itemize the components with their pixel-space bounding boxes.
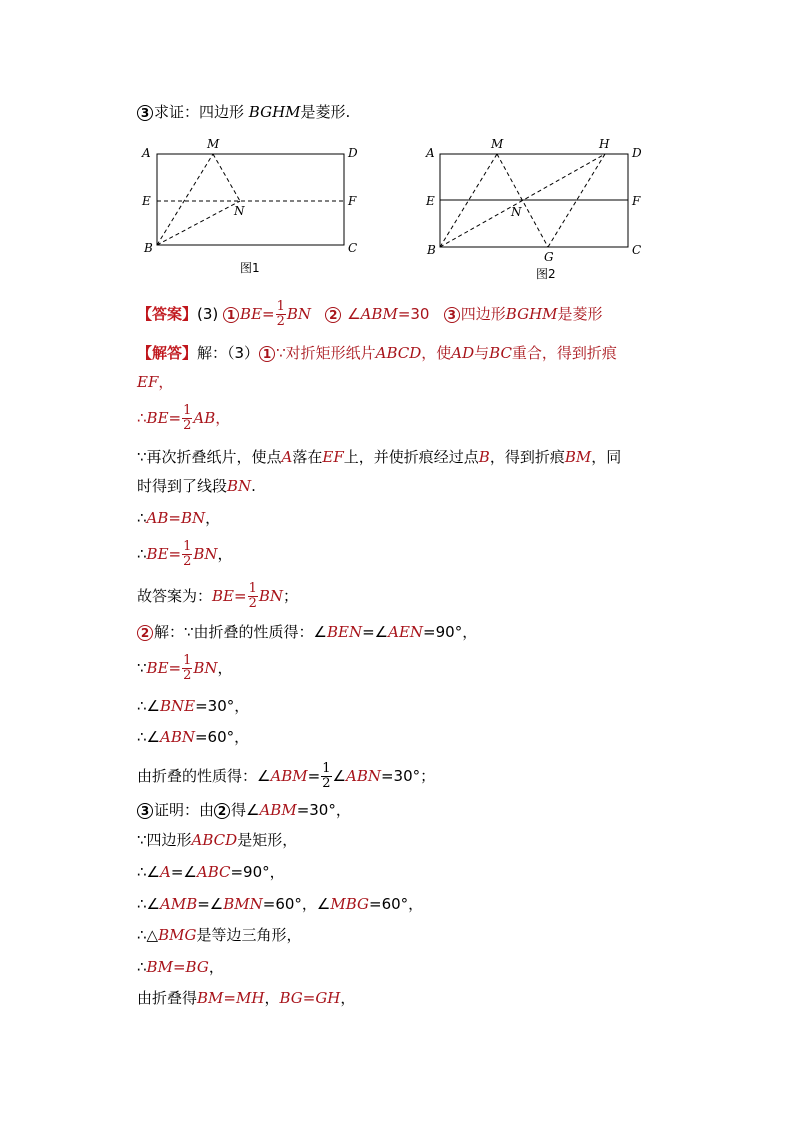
text: BM [146,958,173,976]
problem-prefix: 求证：四边形 [154,103,245,121]
answer-tag: 【答案】 [137,305,198,323]
text: BN [227,477,252,495]
fraction-num: 1 [248,581,257,596]
text: 得∠ [231,801,260,819]
fraction-den: 2 [183,668,192,683]
fraction-den: 2 [276,314,285,329]
text: BN [193,545,218,563]
text: ∵ [137,659,147,677]
text: B [478,448,490,466]
circled-number: 1 [223,307,239,323]
text: 解：∵由折叠的性质得：∠ [154,623,327,641]
label-d: D [632,146,642,160]
problem-suffix: 是菱形. [300,103,351,121]
answer-text: = [262,305,275,323]
text: BE [146,409,169,427]
problem-statement [137,102,350,122]
text: =90°， [423,623,478,641]
solution-line-4 [137,447,621,467]
fraction-den: 2 [183,554,192,569]
text: =∠ [170,863,197,881]
solution-line-15 [137,830,297,850]
label-m: M [207,137,220,151]
solution-line-5 [137,476,256,496]
text: ∠ [332,767,346,785]
solution-tag: 【解答】 [137,344,198,362]
text: BMG [158,926,197,944]
text: = [223,989,236,1007]
fraction [182,654,192,683]
solution-line-20 [137,988,355,1008]
circled-number: 3 [137,105,153,121]
text: ； [283,587,299,605]
figure-2 [420,134,660,286]
label-d: D [348,146,358,160]
text: GH [315,989,341,1007]
label-f: F [348,194,357,208]
text: =60°， [369,895,424,913]
text: ， [217,659,233,677]
rectangle-abcd [157,154,344,245]
fraction-den: 2 [248,596,257,611]
text: ABM [259,801,297,819]
text: = [168,409,182,427]
text: MH [235,989,265,1007]
text: ∵再次折叠纸片，使点 [137,448,282,466]
answer-text: =30 [397,305,430,323]
text: BG [279,989,303,1007]
text: 由折叠得 [137,989,198,1007]
solution-line-10 [137,654,233,683]
text: 解：（3） [197,344,260,362]
text: ， [205,509,221,527]
label-g: G [544,250,554,264]
text: AB [146,509,169,527]
figure-1-caption: 图1 [240,261,260,275]
text: 与 [474,344,490,362]
answer-text: 四边形 [460,305,506,323]
segment-bm [157,154,213,245]
text: 由折叠的性质得：∠ [137,767,271,785]
text: BM [197,989,224,1007]
text: BMN [223,895,263,913]
fraction-num: 1 [276,299,285,314]
text: 是等边三角形， [196,926,302,944]
label-a: A [426,146,435,160]
label-e: E [426,194,435,208]
text: 上，并使折痕经过点 [343,448,479,466]
text: ABCD [191,831,238,849]
text: . [251,477,256,495]
text: 证明：由 [154,801,215,819]
text: =30°； [380,767,436,785]
text: = [302,989,316,1007]
text: ， [264,989,280,1007]
fraction [321,762,331,791]
answer-line [137,300,603,329]
text: EF [322,448,344,466]
circled-number: 2 [325,307,341,323]
solution-line-11 [137,696,249,716]
solution-line-12 [137,727,249,747]
text: ∴ [137,509,147,527]
text: ∴ [137,409,147,427]
text: ABN [345,767,381,785]
text: ∴∠ [137,895,160,913]
label-h: H [599,137,610,151]
text: BNE [160,697,196,715]
text: ABM [270,767,308,785]
text: BE [212,587,234,605]
fraction [182,540,192,569]
text: ∴△ [137,926,159,944]
label-n: N [234,204,245,218]
answer-text: BE [240,305,263,323]
solution-line-2 [137,372,173,392]
fraction-den: 2 [183,418,192,433]
text: BN [193,659,218,677]
text: ，使 [421,344,452,362]
fraction [248,582,258,611]
fraction [182,404,192,433]
text: ∴∠ [137,728,160,746]
answer-text: ∠ [347,305,361,323]
text: ABCD [375,344,422,362]
fraction-num: 1 [183,539,192,554]
text: AD [451,344,475,362]
text: BM [564,448,592,466]
label-e: E [142,194,151,208]
text: MBG [330,895,370,913]
solution-line-17 [137,894,423,914]
circled-number: 2 [214,803,230,819]
fraction-num: 1 [183,653,192,668]
solution-line-14 [137,800,351,820]
fraction [276,300,286,329]
text: ABN [160,728,195,746]
solution-line-8 [137,582,298,611]
text: =∠ [197,895,224,913]
solution-line-13 [137,762,435,791]
text: =90°， [230,863,285,881]
text: 落在 [292,448,323,466]
figure-2-caption: 图2 [536,267,556,281]
text: ， [158,373,174,391]
solution-line-3 [137,404,230,433]
label-a: A [142,146,151,160]
text: ，同 [591,448,622,466]
text: = [172,958,186,976]
fraction-num: 1 [183,403,192,418]
text: BG [185,958,209,976]
text: A [160,863,171,881]
text: ∴ [137,958,147,976]
text: BN [180,509,206,527]
solution-line-1 [137,343,617,363]
solution-line-19 [137,957,224,977]
text: =60°，∠ [262,895,331,913]
circled-number: 2 [137,625,153,641]
label-f: F [632,194,641,208]
label-n: N [511,205,522,219]
text: AEN [388,623,424,641]
text: BE [146,545,169,563]
text: BC [489,344,512,362]
answer-text: BGHM [505,305,558,323]
text: AMB [160,895,198,913]
text: 重合，得到折痕 [511,344,617,362]
text: A [281,448,293,466]
segment-mn [213,154,240,201]
text: = [234,587,247,605]
text: =60°， [194,728,250,746]
answer-part: (3) [197,305,219,323]
solution-line-16 [137,862,285,882]
text: ABC [196,863,231,881]
circled-number: 3 [444,307,460,323]
label-c: C [348,241,358,255]
answer-text: 是菱形 [557,305,603,323]
label-b: B [144,241,153,255]
text: 时得到了线段 [137,477,228,495]
circled-number: 3 [137,803,153,819]
label-c: C [632,243,642,257]
text: 故答案为： [137,587,213,605]
text: ∴ [137,545,147,563]
answer-text: ABM [360,305,398,323]
text: BE [146,659,169,677]
text: ， [208,958,224,976]
figure-1 [136,134,366,284]
solution-line-9 [137,622,477,642]
segment-bn [157,201,240,245]
text: EF [137,373,159,391]
text: =∠ [362,623,389,641]
label-b: B [427,243,436,257]
text: =30°， [296,801,351,819]
solution-line-18 [137,925,301,945]
circled-number: 1 [259,346,275,362]
text: BEN [327,623,363,641]
text: BN [258,587,284,605]
fraction-den: 2 [322,776,331,791]
text: ， [340,989,356,1007]
text: ∵四边形 [137,831,192,849]
text: = [168,509,181,527]
label-m: M [491,137,504,151]
text: = [307,767,321,785]
text: ∴∠ [137,697,160,715]
problem-quad: BGHM [248,103,301,121]
text: = [168,545,182,563]
text: ∵对折矩形纸片 [276,344,376,362]
fraction-num: 1 [322,761,331,776]
text: ∴∠ [137,863,160,881]
text: ， [215,409,231,427]
text: AB [193,409,216,427]
text: ，得到折痕 [489,448,565,466]
text: = [168,659,182,677]
text: ， [217,545,233,563]
answer-text: BN [286,305,312,323]
solution-line-7 [137,540,233,569]
solution-line-6 [137,508,220,528]
text: 是矩形， [237,831,298,849]
text: =30°， [195,697,250,715]
